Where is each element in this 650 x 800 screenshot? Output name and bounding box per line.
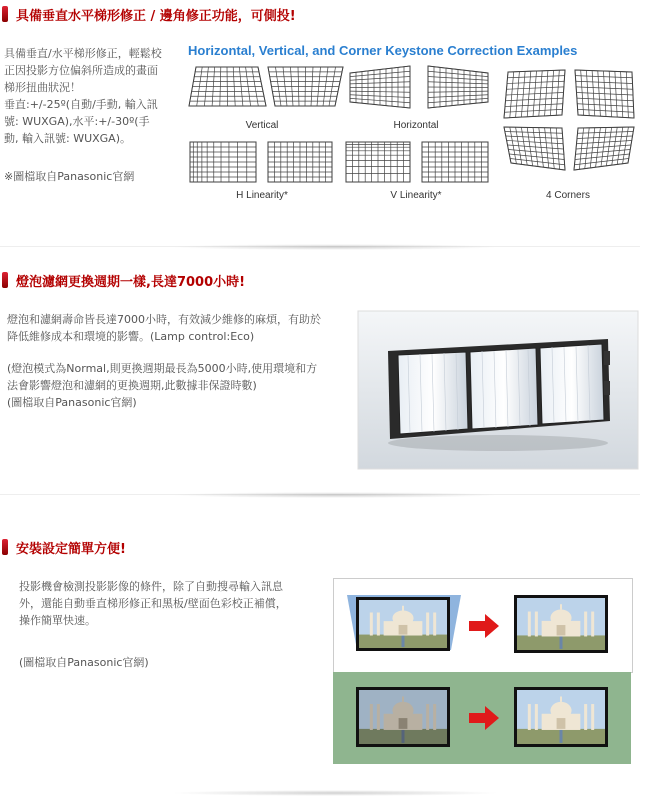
grid-corner-3: [504, 127, 565, 170]
grid-horizontal-keystone-1: [350, 66, 410, 108]
label-4-corners: 4 Corners: [546, 190, 590, 201]
keystone-before-photo: [356, 597, 450, 651]
section-marker-icon: [2, 272, 8, 288]
section2-header: [2, 269, 245, 291]
keystone-examples-diagram: [0, 0, 650, 240]
grid-corner-1: [504, 70, 565, 118]
color-after-photo: [514, 687, 608, 747]
section3-paragraph: 投影機會檢測投影影像的條件，除了自動搜尋輸入訊息 外，還能自動垂直梯形修正和黑板/壁面色彩校正補償， 操作簡單快速。: [19, 580, 287, 627]
section-shadow-divider: [170, 492, 500, 498]
grid-h-linearity-2: [268, 142, 332, 182]
grid-vertical-keystone-2: [268, 67, 343, 106]
section2-paragraph-1: 燈泡和濾網壽命皆長達7000小時，有效減少維修的麻煩，有助於 降低維修成本和環境的影響。(Lamp control:Eco): [7, 313, 321, 343]
grid-horizontal-keystone-2: [428, 66, 488, 108]
grid-v-linearity-1: [346, 142, 410, 182]
keystone-after-photo: [514, 595, 608, 653]
grid-vertical-keystone-1: [189, 67, 266, 106]
section-marker-icon: [2, 539, 8, 555]
section3-title: 安裝設定簡單方便!: [16, 541, 126, 557]
section2-paragraph-2: (燈泡模式為Normal,則更換週期最長為5000小時,使用環境和方 法會影響燈泡和濾網的更換週期,此數據非保證時數) (圖檔取自Panasonic官網): [7, 362, 318, 409]
section1-title: 具備垂直水平梯形修正 / 邊角修正功能，可側投!: [16, 8, 296, 24]
label-vertical: Vertical: [245, 120, 279, 131]
section-shadow-divider: [170, 244, 500, 250]
grid-corner-4: [574, 127, 634, 170]
section1-description: 具備垂直/水平梯形修正，輕鬆校 正因投影方位偏斜所造成的畫面 梯形扭曲狀況！ 垂直:+/-25º(自動/手動, 輸入訊 號: WUXGA),水平:+/-30º(手 動, 輸入訊號: WUXGA)。: [4, 47, 162, 145]
section3-source: (圖檔取自Panasonic官網): [19, 656, 149, 669]
keystone-diagram-title: Horizontal, Vertical, and Corner Keystone Correction Examples: [188, 43, 578, 58]
grid-corner-2: [575, 70, 634, 118]
filter-unit-image: [358, 311, 638, 469]
section2-title: 燈泡濾網更換週期一樣,長達7000小時!: [16, 274, 246, 290]
section-shadow-divider: [170, 790, 500, 796]
section1-source: ※圖檔取自Panasonic官網: [4, 170, 135, 183]
label-horizontal: Horizontal: [393, 120, 439, 131]
arrow-right-icon: [469, 706, 499, 730]
grid-v-linearity-2: [422, 142, 488, 182]
arrow-right-icon: [469, 614, 499, 638]
color-before-photo: [356, 687, 450, 747]
auto-setup-illustration: [333, 578, 631, 764]
section3-header: [2, 536, 126, 558]
label-h-linearity: H Linearity*: [236, 190, 288, 201]
grid-h-linearity-1: [190, 142, 256, 182]
label-v-linearity: V Linearity*: [390, 190, 442, 201]
